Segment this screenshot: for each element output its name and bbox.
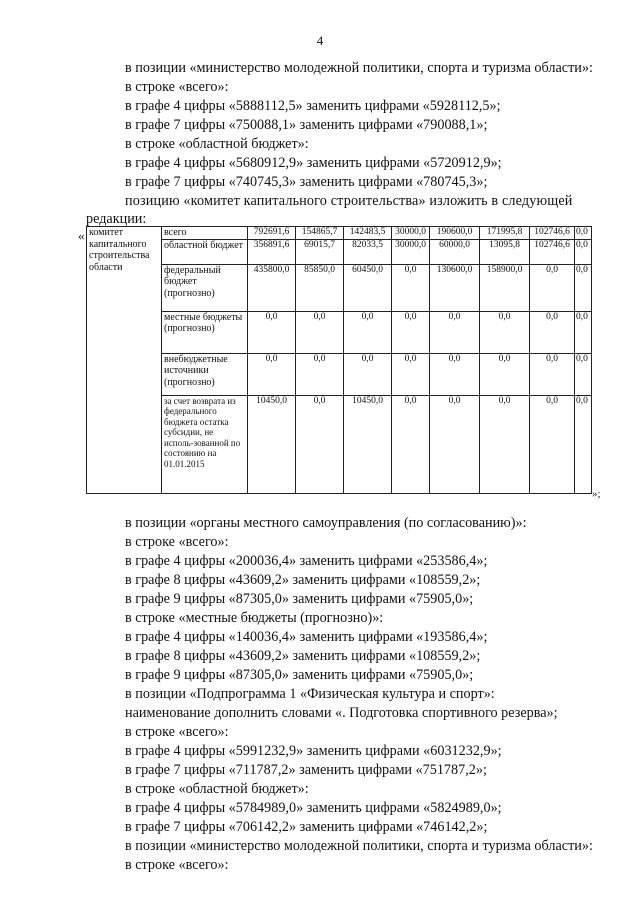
- table-row: [87, 239, 592, 264]
- value-cell: 190600,0: [430, 227, 480, 240]
- text-line: в графе 4 цифры «5680912,9» заменить цифрами «5720912,9»;: [125, 155, 502, 171]
- value-cell: 0,0: [392, 264, 430, 311]
- value-cell: 0,0: [530, 264, 575, 311]
- value-cell: 60450,0: [344, 264, 392, 311]
- value-cell: 60000,0: [430, 239, 480, 264]
- value-cell: 0,0: [530, 353, 575, 395]
- table-row: [87, 264, 592, 311]
- row-label-cell: местные бюджеты (прогнозно): [162, 311, 248, 353]
- row-label-cell: за счет возврата из федерального бюджета остатка субсидии, не исполь-зованной по состоянию на 01.01.2015: [162, 395, 248, 493]
- value-cell: 0,0: [575, 311, 592, 353]
- text-line: в графе 9 цифры «87305,0» заменить цифрами «75905,0»;: [125, 591, 474, 607]
- text-line: в графе 9 цифры «87305,0» заменить цифрами «75905,0»;: [125, 667, 474, 683]
- value-cell: 0,0: [344, 353, 392, 395]
- value-cell: 0,0: [296, 311, 344, 353]
- table-open-quote: «: [78, 228, 85, 243]
- text-line: редакции:: [86, 211, 147, 227]
- row-label-cell: областной бюджет: [162, 239, 248, 264]
- value-cell: 0,0: [480, 311, 530, 353]
- row-label-cell: внебюджетные источники (прогнозно): [162, 353, 248, 395]
- text-line: в графе 7 цифры «740745,3» заменить цифрами «780745,3»;: [125, 174, 488, 190]
- value-cell: 0,0: [575, 395, 592, 493]
- value-cell: 102746,6: [530, 239, 575, 264]
- text-line: в графе 4 цифры «5991232,9» заменить цифрами «6031232,9»;: [125, 743, 502, 759]
- value-cell: 0,0: [530, 311, 575, 353]
- text-line: позицию «комитет капитального строительства» изложить в следующей: [125, 193, 573, 209]
- value-cell: 10450,0: [344, 395, 392, 493]
- table-row: [87, 227, 592, 240]
- row-label-cell: федеральный бюджет (прогнозно): [162, 264, 248, 311]
- value-cell: 13095,8: [480, 239, 530, 264]
- value-cell: 0,0: [296, 353, 344, 395]
- budget-table: [86, 226, 592, 494]
- text-line: в позиции «Подпрограмма 1 «Физическая культура и спорт»:: [125, 686, 495, 702]
- text-line: в графе 4 цифры «5784989,0» заменить цифрами «5824989,0»;: [125, 800, 502, 816]
- value-cell: 130600,0: [430, 264, 480, 311]
- text-line: в графе 4 цифры «5888112,5» заменить цифрами «5928112,5»;: [125, 98, 501, 114]
- value-cell: 0,0: [248, 353, 296, 395]
- text-line: в позиции «министерство молодежной политики, спорта и туризма области»:: [125, 838, 593, 854]
- value-cell: 0,0: [530, 395, 575, 493]
- page-number: 4: [316, 33, 324, 48]
- text-line: в позиции «министерство молодежной политики, спорта и туризма области»:: [125, 60, 593, 76]
- value-cell: 0,0: [480, 395, 530, 493]
- text-line: в строке «всего»:: [125, 857, 229, 873]
- value-cell: 0,0: [430, 353, 480, 395]
- text-line: в графе 8 цифры «43609,2» заменить цифрами «108559,2»;: [125, 572, 481, 588]
- value-cell: 0,0: [480, 353, 530, 395]
- text-line: в графе 7 цифры «706142,2» заменить цифрами «746142,2»;: [125, 819, 488, 835]
- table-row: [87, 395, 592, 493]
- text-line: в позиции «органы местного самоуправления (по согласованию)»:: [125, 515, 527, 531]
- table-row: [87, 311, 592, 353]
- value-cell: 0,0: [248, 311, 296, 353]
- value-cell: 0,0: [575, 353, 592, 395]
- value-cell: 0,0: [392, 311, 430, 353]
- text-line: в графе 8 цифры «43609,2» заменить цифрами «108559,2»;: [125, 648, 481, 664]
- value-cell: 102746,6: [530, 227, 575, 240]
- text-line: в строке «областной бюджет»:: [125, 136, 309, 152]
- text-line: в строке «всего»:: [125, 724, 229, 740]
- value-cell: 0,0: [575, 264, 592, 311]
- row-label-cell: всего: [162, 227, 248, 240]
- value-cell: 10450,0: [248, 395, 296, 493]
- value-cell: 85850,0: [296, 264, 344, 311]
- text-line: в графе 7 цифры «750088,1» заменить цифрами «790088,1»;: [125, 117, 488, 133]
- text-line: в графе 4 цифры «200036,4» заменить цифрами «253586,4»;: [125, 553, 488, 569]
- value-cell: 0,0: [392, 395, 430, 493]
- value-cell: 158900,0: [480, 264, 530, 311]
- value-cell: 0,0: [296, 395, 344, 493]
- value-cell: 435800,0: [248, 264, 296, 311]
- text-line: в графе 7 цифры «711787,2» заменить цифрами «751787,2»;: [125, 762, 487, 778]
- entity-cell: комитет капитального строительства области: [87, 227, 162, 494]
- value-cell: 82033,5: [344, 239, 392, 264]
- text-line: в строке «областной бюджет»:: [125, 781, 309, 797]
- text-line: в графе 4 цифры «140036,4» заменить цифрами «193586,4»;: [125, 629, 488, 645]
- text-line: в строке «местные бюджеты (прогнозно)»:: [125, 610, 384, 626]
- budget-table-wrapper: [86, 226, 592, 494]
- table-close-quote: »;: [592, 488, 601, 500]
- value-cell: 0,0: [344, 311, 392, 353]
- value-cell: 142483,5: [344, 227, 392, 240]
- text-line: в строке «всего»:: [125, 534, 229, 550]
- table-row: [87, 353, 592, 395]
- value-cell: 0,0: [430, 311, 480, 353]
- value-cell: 0,0: [575, 227, 592, 240]
- value-cell: 69015,7: [296, 239, 344, 264]
- value-cell: 171995,8: [480, 227, 530, 240]
- value-cell: 154865,7: [296, 227, 344, 240]
- value-cell: 0,0: [430, 395, 480, 493]
- value-cell: 0,0: [575, 239, 592, 264]
- text-line: наименование дополнить словами «. Подготовка спортивного резерва»;: [125, 705, 558, 721]
- text-line: в строке «всего»:: [125, 79, 229, 95]
- value-cell: 30000,0: [392, 239, 430, 264]
- value-cell: 792691,6: [248, 227, 296, 240]
- value-cell: 356891,6: [248, 239, 296, 264]
- value-cell: 0,0: [392, 353, 430, 395]
- value-cell: 30000,0: [392, 227, 430, 240]
